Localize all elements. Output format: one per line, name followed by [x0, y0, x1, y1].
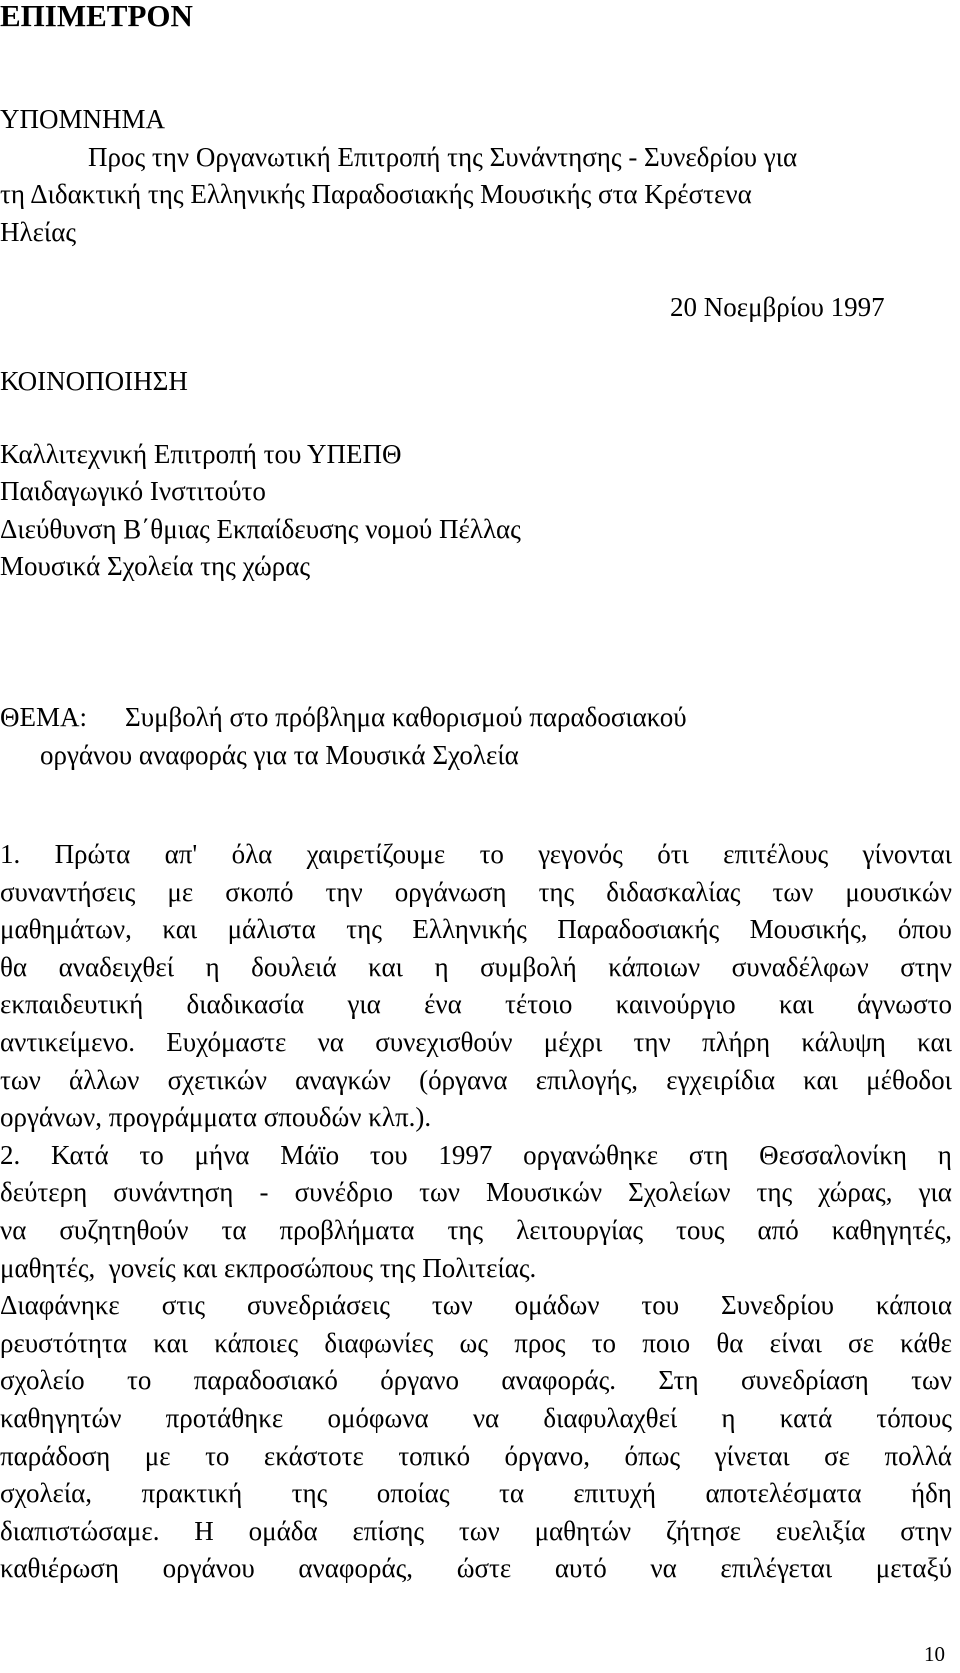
body-word: κάποιες — [214, 1327, 299, 1358]
body-word: λειτουργίας — [516, 1215, 644, 1245]
body-line — [0, 1174, 952, 1210]
memo-recipient-line-3: Ηλείας — [0, 217, 77, 247]
body-word: αποτελέσματα — [705, 1478, 862, 1509]
body-word: και — [153, 1327, 189, 1358]
body-word: πλήρη — [701, 1027, 771, 1057]
subject-label: ΘΕΜΑ: — [0, 702, 87, 732]
body-line — [0, 911, 952, 947]
body-word: το — [591, 1327, 617, 1358]
body-word: διδασκαλίας — [606, 876, 741, 907]
body-word: Στη — [658, 1365, 699, 1396]
page-number: 10 — [924, 1642, 945, 1666]
body-line — [0, 949, 952, 985]
body-word: της — [346, 914, 382, 945]
body-word: αναδειχθεί — [58, 951, 174, 982]
body-word: ώστε — [456, 1553, 512, 1584]
body-line — [0, 1400, 952, 1436]
body-word: όργανο, — [504, 1440, 591, 1471]
body-word: επίσης — [352, 1515, 425, 1546]
body-word: συνέδριο — [294, 1177, 394, 1208]
body-word: όργανο — [380, 1365, 459, 1396]
body-word: αναφοράς. — [501, 1365, 617, 1396]
body-word: του — [641, 1290, 680, 1321]
body-word: τοπικό — [398, 1440, 471, 1471]
body-word: η — [937, 1139, 952, 1170]
body-word: τους — [676, 1215, 725, 1245]
body-word: το — [127, 1365, 152, 1396]
body-word: των — [431, 1290, 473, 1321]
body-word: Κατά — [51, 1139, 109, 1170]
body-word: καθηγητές, — [831, 1215, 952, 1245]
subject-line-1: Συμβολή στο πρόβλημα καθορισμού παραδοσιακού — [125, 702, 687, 732]
memo-date: 20 Νοεμβρίου 1997 — [670, 292, 885, 322]
body-word: - — [259, 1177, 269, 1208]
body-line — [0, 1062, 952, 1098]
body-word: θα — [0, 951, 28, 982]
body-word: απ' — [164, 839, 198, 869]
body-word: προβλήματα — [279, 1215, 415, 1245]
body-word: συμβολή — [480, 951, 577, 982]
body-word: άγνωστο — [857, 989, 952, 1020]
body-word: την — [633, 1027, 671, 1057]
body-word: του — [369, 1139, 408, 1170]
body-word: Μάϊο — [280, 1139, 340, 1170]
body-word: μήνα — [194, 1139, 250, 1170]
body-word: όλα — [231, 839, 273, 869]
body-line — [0, 1362, 952, 1398]
body-word: γίνεται — [714, 1440, 790, 1471]
body-word: των — [772, 876, 814, 907]
body-word: γίνονται — [862, 839, 952, 869]
body-word: των — [419, 1177, 460, 1208]
document-title: ΕΠΙΜΕΤΡΟΝ — [0, 0, 193, 33]
body-line — [0, 1250, 952, 1286]
body-word: εγχειρίδια — [666, 1064, 775, 1095]
memo-recipient-line-2: τη Διδακτική της Ελληνικής Παραδοσιακής Μουσικής στα Κρέστενα — [0, 179, 752, 209]
body-word: τα — [221, 1215, 247, 1245]
memo-recipient-line-1: Προς την Οργανωτική Επιτροπή της Συνάντησης - Συνεδρίου για — [88, 142, 798, 172]
body-word: οποίας — [376, 1478, 450, 1509]
body-word: προς — [514, 1327, 566, 1358]
body-word: το — [139, 1139, 164, 1170]
body-word: 1. — [0, 839, 21, 869]
body-word: ζήτησε — [665, 1515, 742, 1546]
body-line — [0, 1212, 952, 1248]
body-line — [0, 1325, 952, 1361]
body-word: δουλειά — [251, 951, 337, 982]
body-word: διαφυλαχθεί — [543, 1403, 678, 1433]
body-word: επιλέγεται — [720, 1553, 833, 1584]
body-word: για — [347, 989, 381, 1020]
body-word: των — [911, 1365, 952, 1396]
body-word: Συνεδρίου — [721, 1290, 834, 1321]
body-word: διαφωνίες — [324, 1327, 434, 1358]
body-word: της — [291, 1478, 328, 1509]
body-word: θα — [716, 1327, 744, 1358]
body-word: πρακτική — [141, 1478, 243, 1509]
body-word: η — [434, 951, 449, 982]
body-word: με — [167, 876, 194, 907]
body-word: Η — [194, 1515, 214, 1546]
body-word: Σχολείων — [628, 1177, 731, 1208]
body-word: παραδοσιακό — [193, 1365, 338, 1396]
body-line — [0, 1137, 952, 1173]
body-word: συναντήσεις — [0, 876, 136, 907]
body-word: σε — [848, 1327, 874, 1358]
body-line — [0, 874, 952, 910]
body-word: διαπιστώσαμε. — [0, 1515, 160, 1546]
body-word: ομάδων — [514, 1290, 600, 1321]
body-word: χαιρετίζουμε — [306, 839, 446, 869]
body-word: κάποια — [875, 1290, 952, 1321]
body-word: εκπαιδευτική — [0, 989, 144, 1020]
body-word: Παραδοσιακής — [557, 914, 720, 945]
body-line — [0, 836, 952, 872]
body-word: χώρας, — [818, 1177, 893, 1208]
body-word: κάλυψη — [801, 1027, 886, 1057]
body-word: σχολεία, — [0, 1478, 93, 1509]
body-word: ρευστότητα — [0, 1327, 128, 1358]
body-word: Μουσικής, — [749, 914, 868, 945]
body-word: μαθητές, γονείς και εκπροσώπους της Πολιτείας. — [0, 1252, 537, 1283]
body-line — [0, 1438, 952, 1474]
body-line — [0, 1024, 952, 1060]
body-word: μεταξύ — [875, 1553, 952, 1584]
body-word: της — [538, 876, 575, 907]
body-word: 1997 — [438, 1139, 493, 1170]
body-word: επιτυχή — [573, 1478, 656, 1509]
body-line — [0, 1513, 952, 1549]
body-word: πολλά — [884, 1440, 952, 1471]
body-word: αυτό — [554, 1553, 607, 1584]
body-word: ότι — [657, 839, 689, 869]
body-word: συνεδριάσεις — [247, 1290, 390, 1321]
body-word: στις — [161, 1290, 206, 1321]
body-word: ποιο — [642, 1327, 691, 1358]
body-word: Θεσσαλονίκη — [759, 1139, 908, 1170]
body-word: Πρώτα — [54, 839, 131, 869]
body-word: μαθητών — [534, 1515, 632, 1546]
body-line — [0, 1287, 952, 1323]
body-word: μουσικών — [845, 876, 952, 907]
body-word: τέτοιο — [505, 989, 573, 1020]
body-word: δεύτερη — [0, 1177, 88, 1208]
body-word: και — [368, 951, 403, 982]
body-word: αναφοράς, — [298, 1553, 414, 1584]
body-word: η — [721, 1403, 736, 1433]
body-word: με — [144, 1440, 171, 1471]
body-word: ένα — [424, 989, 462, 1020]
body-word: συνάντηση — [113, 1177, 234, 1208]
body-word: όπου — [897, 914, 952, 945]
body-word: ομόφωνα — [327, 1403, 429, 1433]
body-word: μέθοδοι — [866, 1064, 952, 1095]
memo-label: ΥΠΟΜΝΗΜΑ — [0, 104, 166, 134]
body-word: συνεδρίαση — [740, 1365, 869, 1396]
cc-label: ΚΟΙΝΟΠΟΙΗΣΗ — [0, 366, 188, 396]
body-word: ομάδα — [248, 1515, 318, 1546]
body-word: το — [479, 839, 504, 869]
body-word: ευελιξία — [775, 1515, 866, 1546]
body-word: 2. — [0, 1139, 21, 1170]
body-word: (όργανα — [419, 1064, 508, 1095]
body-word: επιτέλους — [723, 839, 829, 869]
body-line — [0, 1099, 952, 1135]
body-word: μέχρι — [543, 1027, 603, 1057]
body-word: να — [0, 1215, 27, 1245]
cc-item: Παιδαγωγικό Ινστιτούτο — [0, 476, 266, 506]
body-word: και — [917, 1027, 952, 1057]
body-word: σχετικών — [167, 1064, 267, 1095]
body-line — [0, 986, 952, 1022]
body-word: αντικείμενο. — [0, 1027, 135, 1057]
body-word: στην — [900, 951, 952, 982]
body-word: Ελληνικής — [412, 914, 527, 945]
body-word: και — [803, 1064, 838, 1095]
body-word: οργάνων, προγράμματα σπουδών κλπ.). — [0, 1102, 432, 1133]
body-word: συνεχισθούν — [375, 1027, 513, 1057]
body-word: Διαφάνηκε — [0, 1290, 120, 1321]
body-word: παράδοση — [0, 1440, 111, 1471]
body-word: συζητηθούν — [59, 1215, 189, 1245]
body-word: να — [472, 1403, 500, 1433]
body-word: μάλιστα — [227, 914, 316, 945]
body-word: από — [757, 1215, 799, 1245]
body-word: και — [162, 914, 198, 945]
cc-item: Καλλιτεχνική Επιτροπή του ΥΠΕΠΘ — [0, 439, 402, 469]
body-word: συναδέλφων — [731, 951, 869, 982]
body-word: σχολείο — [0, 1365, 85, 1396]
body-word: την — [325, 876, 363, 907]
body-word: σκοπό — [225, 876, 294, 907]
cc-item: Διεύθυνση Β΄θμιας Εκπαίδευσης νομού Πέλλας — [0, 514, 521, 544]
body-word: στη — [688, 1139, 729, 1170]
body-word: να — [650, 1553, 677, 1584]
body-word: είναι — [769, 1327, 822, 1358]
body-word: στην — [900, 1515, 952, 1546]
body-word: επιλογής, — [535, 1064, 639, 1095]
body-word: οργανώθηκε — [523, 1139, 659, 1170]
body-word: καινούργιο — [615, 989, 736, 1020]
body-word: τα — [498, 1478, 524, 1509]
body-word: το — [205, 1440, 230, 1471]
body-word: γεγονός — [538, 839, 623, 869]
body-word: κατά — [779, 1403, 833, 1433]
body-word: όπως — [624, 1440, 681, 1471]
body-word: οργάνωση — [394, 876, 507, 907]
body-word: οργάνου — [162, 1553, 255, 1584]
body-word: μαθημάτων, — [0, 914, 132, 945]
body-word: κάθε — [900, 1327, 952, 1358]
subject-line-2: οργάνου αναφοράς για τα Μουσικά Σχολεία — [40, 740, 519, 770]
body-word: σε — [824, 1440, 850, 1471]
body-word: εκάστοτε — [263, 1440, 364, 1471]
body-word: της — [447, 1215, 484, 1245]
body-word: για — [918, 1177, 952, 1208]
cc-item: Μουσικά Σχολεία της χώρας — [0, 551, 311, 581]
body-word: Ευχόμαστε — [166, 1027, 287, 1057]
body-word: να — [317, 1027, 344, 1057]
body-word: τόπους — [876, 1403, 952, 1433]
body-word: καθηγητών — [0, 1403, 122, 1433]
body-word: και — [778, 989, 814, 1020]
body-line — [0, 1550, 952, 1586]
body-word: άλλων — [69, 1064, 140, 1095]
body-word: προτάθηκε — [165, 1403, 284, 1433]
body-line — [0, 1475, 952, 1511]
body-word: ήδη — [910, 1478, 952, 1509]
body-word: καθιέρωση — [0, 1553, 119, 1584]
body-word: η — [205, 951, 220, 982]
body-word: διαδικασία — [186, 989, 305, 1020]
body-word: της — [756, 1177, 793, 1208]
body-word: ως — [459, 1327, 489, 1358]
body-word: των — [458, 1515, 500, 1546]
body-word: κάποιων — [608, 951, 701, 982]
body-word: αναγκών — [295, 1064, 391, 1095]
body-word: Μουσικών — [486, 1177, 603, 1208]
body-word: των — [0, 1064, 41, 1095]
